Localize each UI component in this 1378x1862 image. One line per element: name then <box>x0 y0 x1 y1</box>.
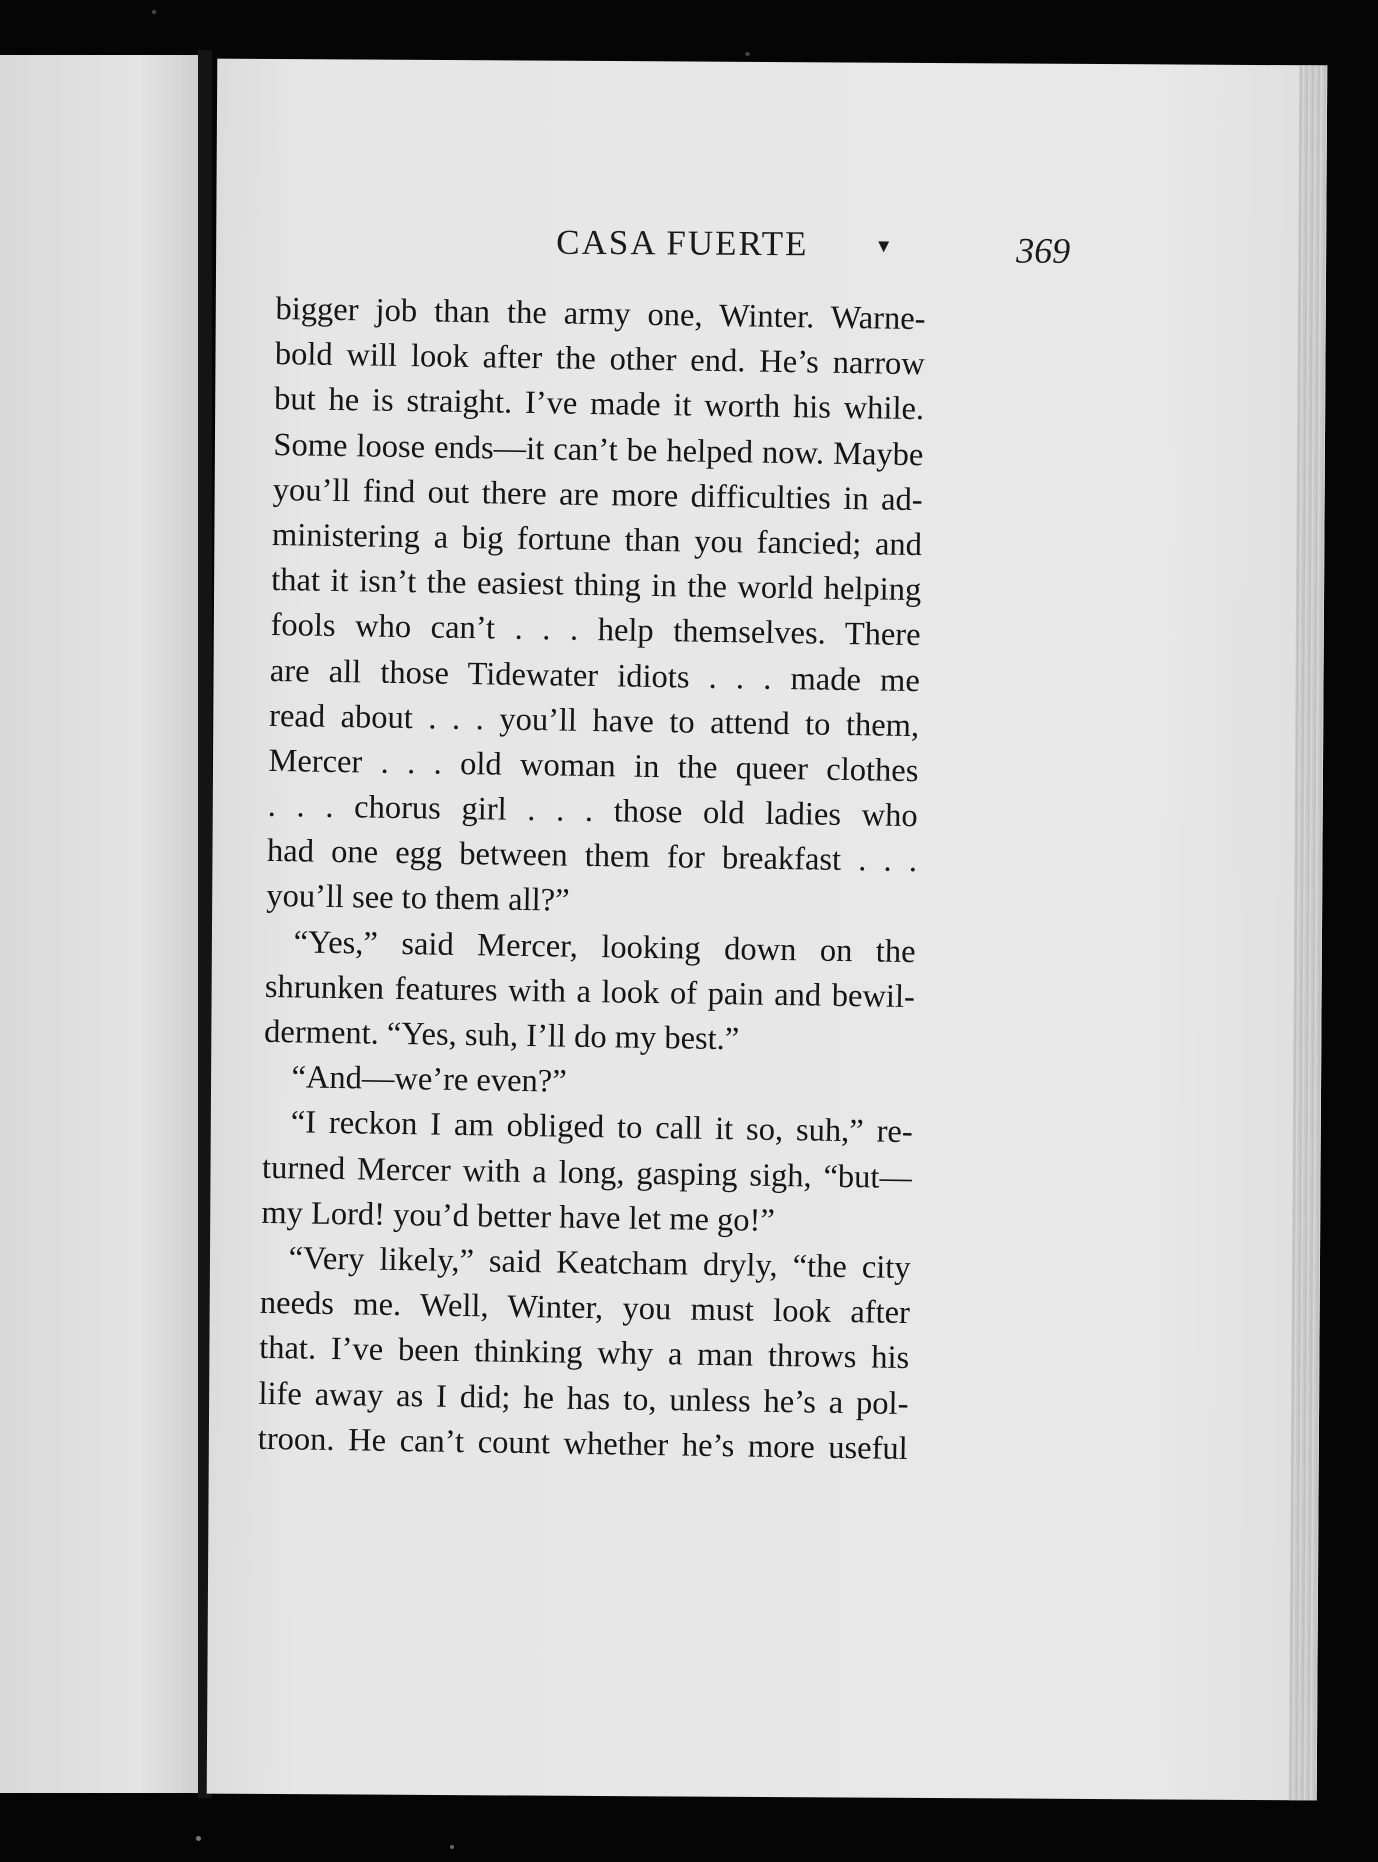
text-line: “Very likely,” said Keatcham dryly, “the city <box>288 1240 911 1287</box>
text-line: you’ll see to them all?” <box>266 878 570 920</box>
scan-speck <box>196 1836 201 1841</box>
text-line: that it isn’t the easiest thing in the world helping <box>271 562 922 609</box>
text-line: life away as I did; he has to, unless he’s a pol- <box>258 1375 909 1422</box>
text-line: . . . chorus girl . . . those old ladies who <box>267 787 918 835</box>
text-line: “And—we’re even?” <box>291 1059 567 1100</box>
text-line: fools who can’t . . . help themselves. There <box>270 607 921 654</box>
text-line: my Lord! you’d better have let me go!” <box>261 1194 776 1239</box>
text-line: troon. He can’t count whether he’s more useful <box>257 1420 909 1467</box>
book-page <box>207 59 1328 1801</box>
text-line: read about . . . you’ll have to attend to them, <box>268 697 920 744</box>
running-title: CASA FUERTE <box>556 222 809 264</box>
scan-speck <box>152 10 156 14</box>
text-line: derment. “Yes, suh, I’ll do my best.” <box>263 1013 740 1058</box>
scan-speck <box>745 52 750 56</box>
text-line: bigger job than the army one, Winter. Warne- <box>275 290 926 338</box>
page-number: 369 <box>1016 230 1071 271</box>
running-head <box>216 221 1326 288</box>
scan-speck <box>450 1845 454 1849</box>
body-text <box>257 287 925 1472</box>
text-line: Mercer . . . old woman in the queer clothes <box>268 742 919 790</box>
text-line: Some loose ends—it can’t be helped now. Maybe <box>273 426 924 473</box>
text-line: shrunken features with a look of pain and bewil- <box>264 968 916 1015</box>
left-page-blank <box>0 55 198 1793</box>
text-line: “Yes,” said Mercer, looking down on the <box>293 923 916 970</box>
text-line: “I reckon I am obliged to call it so, suh,” re- <box>290 1104 913 1151</box>
ornament-icon: ▾ <box>878 232 890 258</box>
text-line: that. I’ve been thinking why a man throws his <box>258 1330 910 1377</box>
text-line: are all those Tidewater idiots . . . made me <box>269 652 921 699</box>
text-line: ministering a big fortune than you fancied; and <box>271 516 923 564</box>
text-line: but he is straight. I’ve made it worth his while. <box>273 381 925 428</box>
text-line: turned Mercer with a long, gasping sigh, “but— <box>261 1149 913 1196</box>
page-edge-stack <box>1289 65 1328 1800</box>
text-line: you’ll find out there are more difficulties in ad- <box>272 471 923 518</box>
text-line: had one egg between them for breakfast . . . <box>266 833 918 880</box>
text-line: bold will look after the other end. He’s narrow <box>274 336 926 383</box>
text-line: needs me. Well, Winter, you must look after <box>259 1284 911 1332</box>
